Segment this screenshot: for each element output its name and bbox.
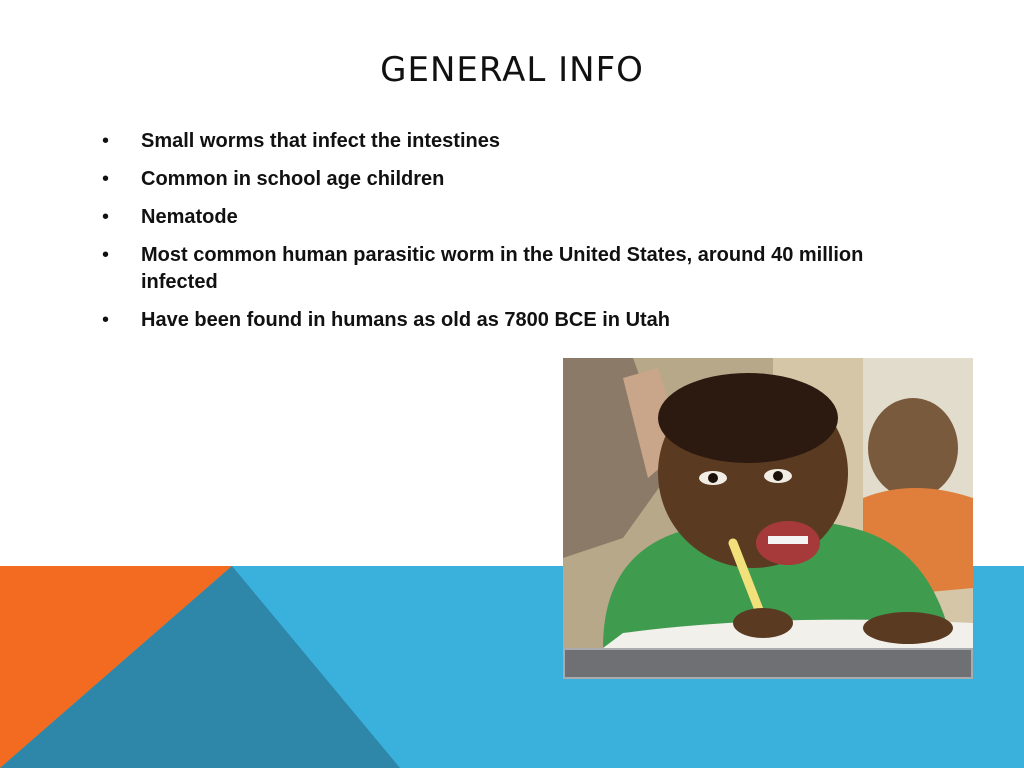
caption-bar <box>563 648 973 679</box>
bullet-text: Common in school age children <box>141 168 445 190</box>
bullet-dot: • <box>102 309 110 331</box>
bullet-text: Small worms that infect the intestines <box>141 130 500 152</box>
bullet-item <box>100 242 900 296</box>
bullet-item <box>100 204 900 231</box>
bullet-list <box>100 128 900 345</box>
bullet-item <box>100 128 900 155</box>
bullet-text: Nematode <box>141 206 238 228</box>
bullet-dot: • <box>102 130 110 152</box>
bullet-dot: • <box>102 168 110 190</box>
bullet-item <box>100 307 900 334</box>
bullet-dot: • <box>102 244 110 266</box>
photo-frame <box>563 358 973 679</box>
bullet-dot: • <box>102 206 110 228</box>
bullet-text: Have been found in humans as old as 7800 BCE in Utah <box>141 309 671 331</box>
slide-title: GENERAL INFO <box>380 50 644 90</box>
bullet-item <box>100 166 900 193</box>
bullet-text: Most common human parasitic worm in the United States, around 40 million infected <box>141 244 864 293</box>
child-writing-photo <box>563 358 973 648</box>
